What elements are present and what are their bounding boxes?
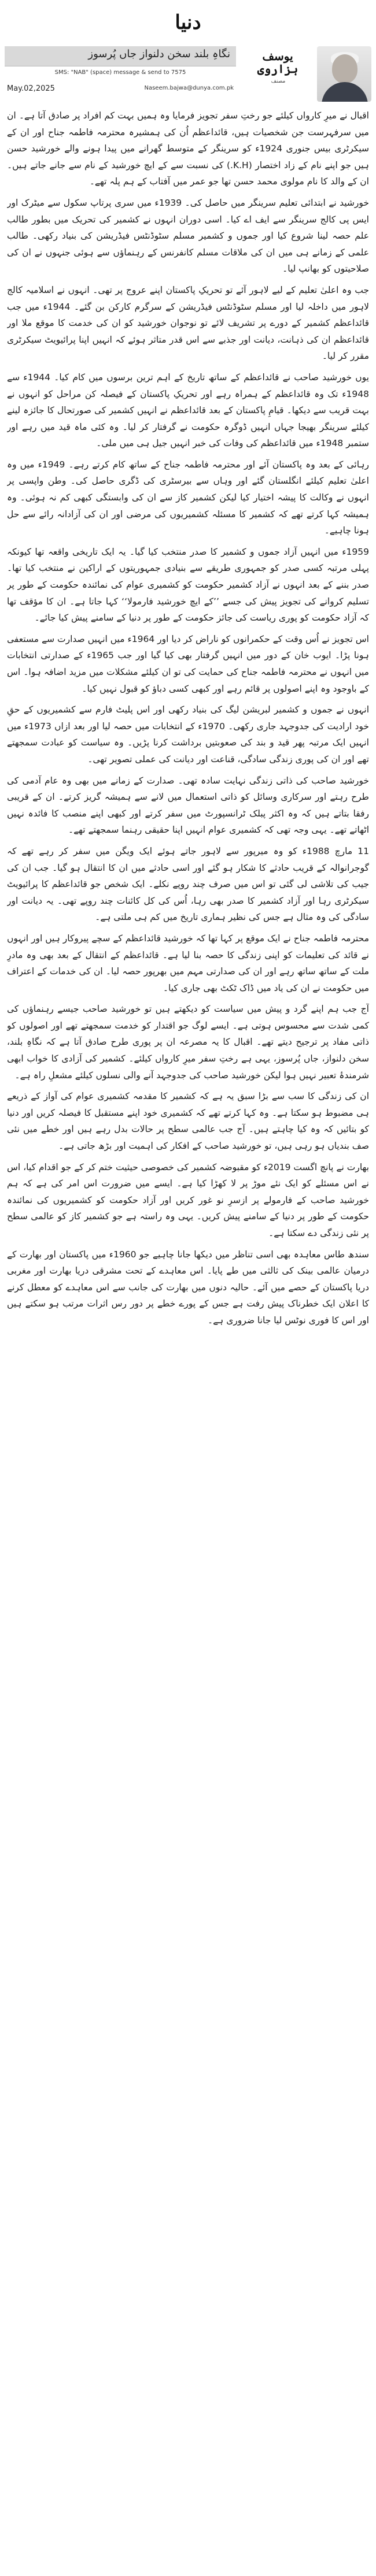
paragraph: بھارت نے پانچ اگست 2019ء کو مقبوضہ کشمیر کی خصوصی حیثیت ختم کر کے جو اقدام کیا، اس نے اس مسئلے کو ایک نئے موڑ پر لا کھڑا کیا ہے۔ ایسے میں ضرورت اس امر کی ہے کہ ہم خورشید صاحب کے فارمولے پر ازسرِ نو غور کریں اور آزاد حکومت کو کشمیریوں کی نمائندہ حکومت کے طور پر دنیا کے سامنے پیش کریں۔ یہی وہ راستہ ہے جو کشمیر کاز کو عالمی سطح پر نئی زندگی دے سکتا ہے۔ [7,1161,369,1238]
paragraph: جب وہ اعلیٰ تعلیم کے لیے لاہور آئے تو تحریکِ پاکستان اپنے عروج پر تھی۔ انہوں نے اسلامیہ کالج لاہور میں داخلہ لیا اور مسلم سٹوڈنٹس فیڈریشن کے سرگرم کارکن بن گئے۔ 1944ء میں جب قائداعظم کشمیر کے دورے پر تشریف لائے تو نوجوان خورشید کو ان کی خدمت کا موقع ملا اور قائداعظم ان کی ذہانت، دیانت اور جذبے سے اس قدر متاثر ہوئے کہ انہیں اپنا پرائیویٹ سیکرٹری مقرر کر لیا۔ [7,284,369,362]
column-header [5,46,371,105]
author-subtitle: مصنف [271,79,286,84]
paragraph: محترمہ فاطمہ جناح نے ایک موقع پر کہا تھا کہ خورشید قائداعظم کے سچے پیروکار ہیں اور انہوں نے قائد کی تعلیمات کو اپنی زندگی کا حصہ بنا لیا ہے۔ قائداعظم کے انتقال کے بعد بھی وہ مادرِ ملت کے ساتھ ساتھ رہے اور ان کی صدارتی مہم میں بھرپور حصہ لیا۔ ان کی خدمات کے اعتراف میں حکومت نے ان کی یاد میں ڈاک ٹکٹ بھی جاری کیا۔ [7,933,369,993]
article-body [7,107,369,2573]
paragraph: خورشید صاحب کی ذاتی زندگی نہایت سادہ تھی۔ صدارت کے زمانے میں بھی وہ عام آدمی کی طرح رہتے اور سرکاری وسائل کو ذاتی استعمال میں لانے سے ہمیشہ گریز کرتے۔ ان کے قریبی رفقا بتاتے ہیں کہ وہ اکثر پبلک ٹرانسپورٹ میں سفر کرتے اور کبھی اپنے منصب کا فائدہ نہیں اٹھاتے تھے۔ یہی وجہ تھی کہ کشمیری عوام انہیں اپنا حقیقی رہنما سمجھتے تھے۔ [7,775,369,836]
logo-text: دنیا [175,11,201,34]
paragraph: اس تجویز نے اُس وقت کے حکمرانوں کو ناراض کر دیا اور 1964ء میں انہیں صدارت سے مستعفی ہونا پڑا۔ ایوب خان کے دور میں انہیں گرفتار بھی کیا گیا اور جب 1965ء کے صدارتی انتخابات میں انہوں نے محترمہ فاطمہ جناح کی حمایت کی تو ان کیلئے مشکلات میں مزید اضافہ ہوا۔ اس کے باوجود وہ اپنے اصولوں پر قائم رہے اور کبھی کسی دباؤ کو قبول نہیں کیا۔ [7,633,369,694]
column-title-banner [5,46,236,66]
author-name-line1: یوسف [262,49,293,63]
author-email: Naseem.bajwa@dunya.com.pk [144,85,234,91]
paragraph: خورشید نے ابتدائی تعلیم سرینگر میں حاصل کی۔ 1939ء میں سری پرتاپ سکول سے میٹرک اور ایس پی کالج سرینگر سے ایف اے کیا۔ اسی دوران انہوں نے کشمیر کی تحریک میں بطور طالب علم حصہ لینا شروع کیا اور جموں و کشمیر مسلم سٹوڈنٹس فیڈریشن کی بنیاد رکھی۔ طالب علمی کے زمانے ہی میں ان کی ملاقات مسلم کانفرنس کے رہنماؤں سے ہوئی جنہوں نے ان کی صلاحیتوں کو بھانپ لیا۔ [7,197,369,274]
newspaper-logo [167,3,209,42]
paragraph: 11 مارچ 1988ء کو وہ میرپور سے لاہور جاتے ہوئے ایک ویگن میں سفر کر رہے تھے کہ گوجرانوالہ کے قریب حادثے کا شکار ہو گئے اور اسی حادثے میں ان کا انتقال ہو گیا۔ جب ان کی جیب کی تلاشی لی گئی تو اس میں صرف چند روپے نکلے۔ ایک شخص جو قائداعظم کا پرائیویٹ سیکرٹری رہا اور آزاد کشمیر کا صدر بھی رہا، اُس کی کل کائنات چند روپے تھی۔ یہ دیانت اور سادگی کی وہ مثال ہے جس کی نظیر ہماری تاریخ میں کم ہی ملتی ہے۔ [7,845,369,923]
author-name-line2: ہزاروی [257,62,298,76]
column-title: نگاہِ بلند سخن دلنواز جاں پُرسوز [88,48,230,60]
sms-instruction: SMS: "NAB" (space) message & send to 7575 [54,69,186,76]
masthead [0,0,376,46]
paragraph: انہوں نے جموں و کشمیر لبریشن لیگ کی بنیاد رکھی اور اس پلیٹ فارم سے کشمیریوں کے حقِ خود ارادیت کی جدوجہد جاری رکھی۔ 1970ء کے انتخابات میں حصہ لیا اور بعد ازاں 1973ء میں انہیں ایک مرتبہ پھر قید و بند کی صعوبتیں برداشت کرنا پڑیں۔ وہ سیاست کو عبادت سمجھتے تھے اور ان کی پوری زندگی سادگی، قناعت اور دیانت کی عملی تصویر تھی۔ [7,704,369,764]
paragraph: 1959ء میں انہیں آزاد جموں و کشمیر کا صدر منتخب کیا گیا۔ یہ ایک تاریخی واقعہ تھا کیونکہ پہلی مرتبہ کسی صدر کو جمہوری طریقے سے بنیادی جمہوریتوں کے اراکین نے منتخب کیا تھا۔ صدر بننے کے بعد انہوں نے آزاد کشمیر حکومت کو کشمیری عوام کی نمائندہ حکومت کے طور پر تسلیم کروانے کی تجویز پیش کی جسے ’’کے ایچ خورشید فارمولا‘‘ کہا جاتا ہے۔ ان کا مؤقف تھا کہ آزاد حکومت کو پوری ریاست کی جائز حکومت کے طور پر دنیا کے سامنے پیش کیا جائے۔ [7,546,369,623]
paragraph: یوں خورشید صاحب نے قائداعظم کے ساتھ تاریخ کے اہم ترین برسوں میں کام کیا۔ 1944ء سے 1948ء تک وہ قائداعظم کے ہمراہ رہے اور تحریکِ پاکستان کے فیصلہ کن مراحل کو انہوں نے بہت قریب سے دیکھا۔ قیامِ پاکستان کے بعد قائداعظم نے انہیں کشمیر کی صورتحال کا جائزہ لینے کیلئے سرینگر بھیجا جہاں انہیں ڈوگرہ حکومت نے گرفتار کر لیا۔ وہ کئی ماہ قید میں رہے اور ستمبر 1948ء میں قائداعظم کی وفات کی خبر انہیں جیل ہی میں ملی۔ [7,372,369,449]
author-photo [317,46,371,102]
author-name [243,50,312,75]
paragraph: رہائی کے بعد وہ پاکستان آئے اور محترمہ فاطمہ جناح کے ساتھ کام کرتے رہے۔ 1949ء میں وہ اعلیٰ تعلیم کیلئے انگلستان گئے اور وہاں سے بیرسٹری کی ڈگری حاصل کی۔ وطن واپسی پر انہوں نے وکالت کا پیشہ اختیار کیا لیکن کشمیر کاز سے ان کی وابستگی کبھی کم نہ ہوئی۔ وہ ہمیشہ کہا کرتے تھے کہ کشمیر کا مسئلہ کشمیریوں کی مرضی اور ان کی آزادانہ رائے سے حل ہونا چاہیے۔ [7,459,369,536]
publish-date: May.02,2025 [7,84,55,93]
paragraph: اقبال نے میرِ کارواں کیلئے جو رختِ سفر تجویز فرمایا وہ ہمیں بہت کم افراد پر صادق آتا ہے۔ ان میں سرفہرست جن شخصیات ہیں، قائداعظم اُن کی ہمشیرہ محترمہ فاطمہ جناح اور ان کے سیکرٹری بیس جنوری 1924ء کو سرینگر کے متوسط گھرانے میں پیدا ہونے والے خورشید حسن ہیں جو اپنے نام کے زاد اختصار (K.H.) کی نسبت سے کے ایچ خورشید کے نام سے جانے جاتے ہیں۔ ان کے والد کا نام مولوی محمد حسن تھا جو عمر میں آفتاب کے ہم پلہ تھے۔ [7,110,369,187]
author-block [241,46,371,102]
paragraph: ان کی زندگی کا سب سے بڑا سبق یہ ہے کہ کشمیر کا مقدمہ کشمیری عوام کی آواز کے ذریعے ہی مضبوط ہو سکتا ہے۔ وہ کہا کرتے تھے کہ کشمیری خود اپنے مستقبل کا فیصلہ کریں اور دنیا کو بتائیں کہ وہ کیا چاہتے ہیں۔ آج جب عالمی سطح پر حالات بدل رہے ہیں اور خطے میں نئی صف بندیاں ہو رہی ہیں، تو خورشید صاحب کے افکار کی اہمیت اور بڑھ جاتی ہے۔ [7,1091,369,1152]
date-email-row [5,83,236,96]
paragraph: سندھ طاس معاہدہ بھی اسی تناظر میں دیکھا جانا چاہیے جو 1960ء میں پاکستان اور بھارت کے درمیان عالمی بینک کی ثالثی میں طے پایا۔ اس معاہدے کے تحت مشرقی دریا بھارت اور مغربی دریا پاکستان کے حصے میں آئے۔ حالیہ دنوں میں بھارت کی جانب سے اس معاہدے کو معطل کرنے کا اعلان ایک خطرناک پیش رفت ہے جس کے پورے خطے پر دور رس اثرات مرتب ہو سکتے ہیں اور اس کا فوری نوٹس لیا جانا ضروری ہے۔ [7,1249,369,1326]
paragraph: آج جب ہم اپنے گرد و پیش میں سیاست کو دیکھتے ہیں تو خورشید صاحب جیسے رہنماؤں کی کمی شدت سے محسوس ہوتی ہے۔ ایسے لوگ جو اقتدار کو خدمت سمجھتے تھے اور اصولوں کو ذاتی مفاد پر ترجیح دیتے تھے۔ اقبال کا یہ مصرعہ ان پر پوری طرح صادق آتا ہے کہ نگاہِ بلند، سخن دلنواز، جاں پُرسوز، یہی ہے رختِ سفر میرِ کارواں کیلئے۔ کشمیر کی آزادی کا خواب ابھی شرمندۂ تعبیر نہیں ہوا لیکن خورشید صاحب کی جدوجہد آنے والی نسلوں کیلئے مشعلِ راہ ہے۔ [7,1004,369,1081]
